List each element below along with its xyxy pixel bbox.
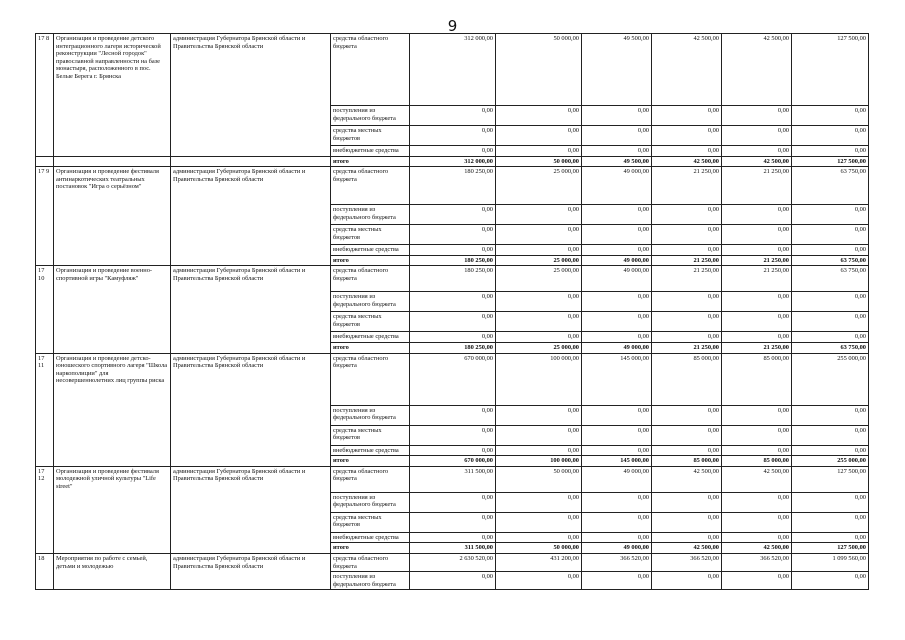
amount-cell: 0,00: [410, 532, 496, 543]
amount-cell: 42 500,00: [652, 466, 722, 492]
amount-cell: 0,00: [652, 425, 722, 445]
activity-name: Организация и проведение детского интеграционного лагеря исторической реконструкции "Лесной городок" православной направленности на базе монастыря, расположенного в пос. Белые Берега г. Брянска: [54, 34, 171, 157]
funding-source-label: средства местных бюджетов: [331, 312, 410, 332]
amount-cell: 0,00: [496, 532, 582, 543]
amount-cell: 0,00: [722, 312, 792, 332]
amount-cell: 431 200,00: [496, 553, 582, 571]
amount-cell: 311 500,00: [410, 543, 496, 554]
amount-cell: 0,00: [496, 332, 582, 343]
amount-cell: 0,00: [496, 205, 582, 225]
amount-cell: 0,00: [410, 405, 496, 425]
amount-cell: 0,00: [652, 332, 722, 343]
amount-cell: 0,00: [792, 146, 869, 157]
amount-cell: 312 000,00: [410, 156, 496, 167]
amount-cell: 49 000,00: [582, 543, 652, 554]
amount-cell: 63 750,00: [792, 266, 869, 292]
amount-cell: 366 520,00: [652, 553, 722, 571]
page-number: 9: [447, 17, 458, 35]
table-row: [36, 266, 869, 292]
amount-cell: 0,00: [496, 312, 582, 332]
amount-cell: 21 250,00: [652, 167, 722, 205]
amount-cell: 127 500,00: [792, 466, 869, 492]
funding-source-label: поступления из федерального бюджета: [331, 572, 410, 590]
amount-cell: 180 250,00: [410, 167, 496, 205]
funding-source-label: средства областного бюджета: [331, 466, 410, 492]
funding-source-label: внебюджетные средства: [331, 445, 410, 456]
amount-cell: 0,00: [582, 126, 652, 146]
amount-cell: 0,00: [582, 146, 652, 157]
amount-cell: 127 500,00: [792, 543, 869, 554]
amount-cell: 100 000,00: [496, 456, 582, 467]
executor-name: администрация Губернатора Брянской области и Правительства Брянской области: [171, 167, 331, 266]
amount-cell: 0,00: [410, 312, 496, 332]
amount-cell: 85 000,00: [722, 456, 792, 467]
funding-source-label: средства областного бюджета: [331, 34, 410, 106]
amount-cell: 42 500,00: [722, 34, 792, 106]
funding-source-label: средства местных бюджетов: [331, 126, 410, 146]
amount-cell: 0,00: [496, 106, 582, 126]
amount-cell: 1 099 560,00: [792, 553, 869, 571]
amount-cell: 0,00: [792, 405, 869, 425]
funding-source-label: средства местных бюджетов: [331, 425, 410, 445]
executor-name: администрация Губернатора Брянской области и Правительства Брянской области: [171, 466, 331, 553]
activity-name: Организация и проведение военно-спортивной игры "Камуфляж": [54, 266, 171, 353]
empty-cell: [171, 156, 331, 167]
activity-name: Организация и проведение детско-юношеского спортивного лагеря "Школа наркополиции" для несовершеннолетних лиц группы риска: [54, 353, 171, 466]
amount-cell: 85 000,00: [652, 456, 722, 467]
empty-cell: [54, 156, 171, 167]
amount-cell: 0,00: [410, 126, 496, 146]
amount-cell: 2 630 520,00: [410, 553, 496, 571]
amount-cell: 42 500,00: [722, 156, 792, 167]
amount-cell: 0,00: [410, 332, 496, 343]
amount-cell: 42 500,00: [652, 156, 722, 167]
amount-cell: 49 000,00: [582, 342, 652, 353]
amount-cell: 0,00: [582, 225, 652, 245]
executor-name: администрация Губернатора Брянской области и Правительства Брянской области: [171, 553, 331, 589]
amount-cell: 0,00: [792, 425, 869, 445]
amount-cell: 0,00: [722, 292, 792, 312]
row-code: 17 10: [36, 266, 54, 353]
amount-cell: 21 250,00: [722, 266, 792, 292]
funding-source-label: поступления из федерального бюджета: [331, 106, 410, 126]
amount-cell: 50 000,00: [496, 543, 582, 554]
amount-cell: 0,00: [722, 146, 792, 157]
amount-cell: 49 000,00: [582, 266, 652, 292]
amount-cell: 0,00: [582, 572, 652, 590]
funding-source-label: средства областного бюджета: [331, 353, 410, 405]
amount-cell: 255 000,00: [792, 353, 869, 405]
funding-source-label: внебюджетные средства: [331, 146, 410, 157]
amount-cell: 145 000,00: [582, 353, 652, 405]
amount-cell: 49 000,00: [582, 255, 652, 266]
amount-cell: 0,00: [652, 312, 722, 332]
amount-cell: 0,00: [496, 425, 582, 445]
row-code: 17 8: [36, 34, 54, 157]
amount-cell: 0,00: [792, 312, 869, 332]
amount-cell: 0,00: [722, 332, 792, 343]
row-code: 17 9: [36, 167, 54, 266]
amount-cell: 0,00: [410, 225, 496, 245]
amount-cell: 21 250,00: [652, 342, 722, 353]
amount-cell: 0,00: [410, 512, 496, 532]
amount-cell: 0,00: [582, 425, 652, 445]
amount-cell: 0,00: [496, 512, 582, 532]
funding-source-label: средства местных бюджетов: [331, 512, 410, 532]
funding-source-label: поступления из федерального бюджета: [331, 292, 410, 312]
amount-cell: 0,00: [652, 225, 722, 245]
amount-cell: 0,00: [582, 405, 652, 425]
amount-cell: 0,00: [792, 126, 869, 146]
amount-cell: 0,00: [410, 572, 496, 590]
amount-cell: 0,00: [582, 512, 652, 532]
amount-cell: 127 500,00: [792, 34, 869, 106]
amount-cell: 0,00: [652, 512, 722, 532]
amount-cell: 0,00: [792, 532, 869, 543]
amount-cell: 0,00: [652, 572, 722, 590]
amount-cell: 0,00: [410, 492, 496, 512]
amount-cell: 85 000,00: [722, 353, 792, 405]
amount-cell: 50 000,00: [496, 34, 582, 106]
amount-cell: 0,00: [722, 445, 792, 456]
amount-cell: 63 750,00: [792, 167, 869, 205]
amount-cell: 0,00: [722, 205, 792, 225]
funding-source-label: средства областного бюджета: [331, 167, 410, 205]
amount-cell: 0,00: [652, 292, 722, 312]
amount-cell: 21 250,00: [722, 167, 792, 205]
amount-cell: 0,00: [496, 225, 582, 245]
amount-cell: 145 000,00: [582, 456, 652, 467]
amount-cell: 63 750,00: [792, 342, 869, 353]
table-row: [36, 156, 869, 167]
row-code: 17 11: [36, 353, 54, 466]
amount-cell: 311 500,00: [410, 466, 496, 492]
empty-cell: [36, 156, 54, 167]
amount-cell: 25 000,00: [496, 342, 582, 353]
amount-cell: 0,00: [792, 106, 869, 126]
amount-cell: 49 500,00: [582, 34, 652, 106]
funding-source-label: внебюджетные средства: [331, 532, 410, 543]
amount-cell: 0,00: [582, 332, 652, 343]
funding-source-label: внебюджетные средства: [331, 245, 410, 256]
activity-name: Мероприятия по работе с семьей, детьми и молодежью: [54, 553, 171, 589]
activity-name: Организация и проведение фестиваля молодежной уличной культуры "Life street": [54, 466, 171, 553]
amount-cell: 0,00: [652, 532, 722, 543]
table-row: [36, 167, 869, 205]
amount-cell: 0,00: [496, 146, 582, 157]
amount-cell: 0,00: [722, 572, 792, 590]
funding-source-label: итого: [331, 456, 410, 467]
row-code: 18: [36, 553, 54, 589]
amount-cell: 255 000,00: [792, 456, 869, 467]
funding-source-label: средства областного бюджета: [331, 266, 410, 292]
amount-cell: 50 000,00: [496, 156, 582, 167]
amount-cell: 0,00: [582, 245, 652, 256]
budget-table: [35, 33, 869, 590]
amount-cell: 0,00: [582, 492, 652, 512]
amount-cell: 0,00: [410, 146, 496, 157]
amount-cell: 0,00: [722, 245, 792, 256]
amount-cell: 0,00: [582, 106, 652, 126]
activity-name: Организация и проведение фестиваля антинаркотических театральных постановок "Игра о серьёзном": [54, 167, 171, 266]
amount-cell: 0,00: [496, 245, 582, 256]
table-row: [36, 353, 869, 405]
amount-cell: 0,00: [652, 405, 722, 425]
amount-cell: 670 000,00: [410, 456, 496, 467]
amount-cell: 0,00: [722, 512, 792, 532]
table-row: [36, 553, 869, 571]
amount-cell: 0,00: [792, 205, 869, 225]
amount-cell: 0,00: [652, 146, 722, 157]
amount-cell: 42 500,00: [722, 543, 792, 554]
table-row: [36, 466, 869, 492]
funding-source-label: итого: [331, 342, 410, 353]
amount-cell: 0,00: [722, 425, 792, 445]
amount-cell: 0,00: [652, 126, 722, 146]
amount-cell: 366 520,00: [722, 553, 792, 571]
amount-cell: 0,00: [722, 492, 792, 512]
amount-cell: 0,00: [410, 106, 496, 126]
funding-source-label: средства местных бюджетов: [331, 225, 410, 245]
amount-cell: 0,00: [792, 245, 869, 256]
funding-source-label: поступления из федерального бюджета: [331, 205, 410, 225]
amount-cell: 180 250,00: [410, 255, 496, 266]
amount-cell: 0,00: [792, 445, 869, 456]
amount-cell: 0,00: [496, 405, 582, 425]
amount-cell: 0,00: [722, 225, 792, 245]
amount-cell: 25 000,00: [496, 266, 582, 292]
executor-name: администрация Губернатора Брянской области и Правительства Брянской области: [171, 34, 331, 157]
amount-cell: 127 500,00: [792, 156, 869, 167]
amount-cell: 0,00: [792, 492, 869, 512]
amount-cell: 0,00: [582, 205, 652, 225]
amount-cell: 0,00: [410, 205, 496, 225]
funding-source-label: поступления из федерального бюджета: [331, 492, 410, 512]
amount-cell: 0,00: [722, 106, 792, 126]
amount-cell: 0,00: [792, 292, 869, 312]
amount-cell: 0,00: [722, 126, 792, 146]
amount-cell: 0,00: [496, 292, 582, 312]
amount-cell: 0,00: [410, 425, 496, 445]
funding-source-label: итого: [331, 156, 410, 167]
amount-cell: 49 500,00: [582, 156, 652, 167]
amount-cell: 0,00: [582, 532, 652, 543]
amount-cell: 0,00: [652, 205, 722, 225]
row-code: 17 12: [36, 466, 54, 553]
amount-cell: 0,00: [652, 445, 722, 456]
amount-cell: 25 000,00: [496, 255, 582, 266]
amount-cell: 25 000,00: [496, 167, 582, 205]
amount-cell: 0,00: [582, 292, 652, 312]
table-row: [36, 34, 869, 106]
amount-cell: 0,00: [792, 332, 869, 343]
amount-cell: 0,00: [496, 572, 582, 590]
amount-cell: 0,00: [652, 492, 722, 512]
amount-cell: 0,00: [722, 532, 792, 543]
amount-cell: 670 000,00: [410, 353, 496, 405]
executor-name: администрация Губернатора Брянской области и Правительства Брянской области: [171, 353, 331, 466]
amount-cell: 0,00: [410, 445, 496, 456]
funding-source-label: внебюджетные средства: [331, 332, 410, 343]
amount-cell: 49 000,00: [582, 167, 652, 205]
amount-cell: 49 000,00: [582, 466, 652, 492]
amount-cell: 0,00: [792, 512, 869, 532]
amount-cell: 0,00: [496, 126, 582, 146]
funding-source-label: итого: [331, 543, 410, 554]
amount-cell: 312 000,00: [410, 34, 496, 106]
amount-cell: 180 250,00: [410, 342, 496, 353]
amount-cell: 0,00: [410, 245, 496, 256]
amount-cell: 0,00: [582, 312, 652, 332]
amount-cell: 21 250,00: [652, 266, 722, 292]
amount-cell: 85 000,00: [652, 353, 722, 405]
amount-cell: 0,00: [722, 405, 792, 425]
amount-cell: 42 500,00: [722, 466, 792, 492]
amount-cell: 21 250,00: [722, 255, 792, 266]
amount-cell: 0,00: [582, 445, 652, 456]
amount-cell: 0,00: [496, 445, 582, 456]
funding-source-label: поступления из федерального бюджета: [331, 405, 410, 425]
amount-cell: 42 500,00: [652, 34, 722, 106]
amount-cell: 0,00: [792, 572, 869, 590]
amount-cell: 0,00: [496, 492, 582, 512]
amount-cell: 100 000,00: [496, 353, 582, 405]
funding-source-label: итого: [331, 255, 410, 266]
amount-cell: 0,00: [652, 245, 722, 256]
amount-cell: 50 000,00: [496, 466, 582, 492]
amount-cell: 21 250,00: [652, 255, 722, 266]
funding-source-label: средства областного бюджета: [331, 553, 410, 571]
amount-cell: 0,00: [410, 292, 496, 312]
amount-cell: 42 500,00: [652, 543, 722, 554]
amount-cell: 366 520,00: [582, 553, 652, 571]
amount-cell: 21 250,00: [722, 342, 792, 353]
amount-cell: 0,00: [792, 225, 869, 245]
amount-cell: 0,00: [652, 106, 722, 126]
executor-name: администрация Губернатора Брянской области и Правительства Брянской области: [171, 266, 331, 353]
amount-cell: 63 750,00: [792, 255, 869, 266]
amount-cell: 180 250,00: [410, 266, 496, 292]
